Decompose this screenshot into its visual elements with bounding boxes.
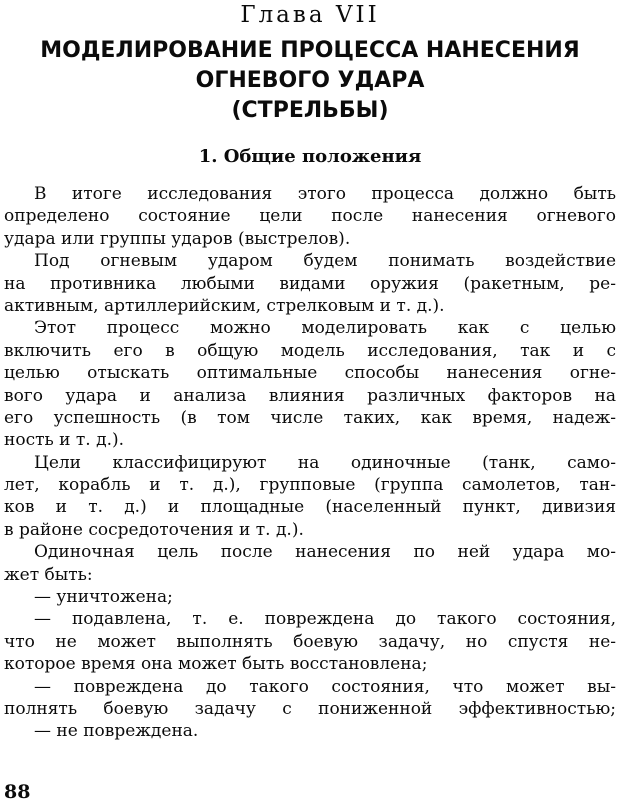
text-line: — не повреждена. xyxy=(34,721,199,742)
text-line: Под огневым ударом будем понимать воздействие xyxy=(34,251,616,272)
text-line: лет, корабль и т. д.), групповые (группа самолетов, тан- xyxy=(4,475,616,496)
text-line: ков и т. д.) и площадные (населенный пункт, дивизия xyxy=(4,497,616,518)
chapter-title-line: (СТРЕЛЬБЫ) xyxy=(231,98,389,123)
text-line: что не может выполнять боевую задачу, но спустя не- xyxy=(4,631,616,652)
text-line: определено состояние цели после нанесения огневого xyxy=(4,206,616,227)
text-line: В итоге исследования этого процесса должно быть xyxy=(34,184,616,204)
text-line: его успешность (в том числе таких, как время, надеж- xyxy=(4,407,616,428)
text-line: ность и т. д.). xyxy=(4,430,125,451)
text-line: Одиночная цель после нанесения по ней удара мо- xyxy=(34,542,616,563)
text-line: жет быть: xyxy=(4,564,93,585)
text-line: Цели классифицируют на одиночные (танк, само- xyxy=(34,452,616,473)
chapter-title xyxy=(0,36,620,126)
chapter-title-line: ОГНЕВОГО УДАРА xyxy=(195,68,425,93)
chapter-heading: Глава VII xyxy=(240,2,380,28)
text-line: в районе сосредоточения и т. д.). xyxy=(4,519,304,540)
text-line: вого удара и анализа влияния различных факторов на xyxy=(4,385,616,406)
text-line: полнять боевую задачу с пониженной эффективностью; xyxy=(4,698,616,719)
text-line: активным, артиллерийским, стрелковым и т. д.). xyxy=(4,295,445,316)
text-line: — уничтожена; xyxy=(34,587,173,608)
section-title: 1. Общие положения xyxy=(198,146,422,167)
text-line: удара или группы ударов (выстрелов). xyxy=(4,228,351,249)
text-line: — повреждена до такого состояния, что может вы- xyxy=(34,676,616,697)
text-line: на противника любыми видами оружия (ракетным, ре- xyxy=(4,273,616,294)
body-text xyxy=(4,183,616,743)
text-line: Этот процесс можно моделировать как с целью xyxy=(34,318,616,339)
chapter-title-line: МОДЕЛИРОВАНИЕ ПРОЦЕССА НАНЕСЕНИЯ xyxy=(40,38,580,63)
text-line: — подавлена, т. е. повреждена до такого состояния, xyxy=(34,609,616,630)
text-line: целью отыскать оптимальные способы нанесения огне- xyxy=(4,363,616,384)
text-line: которое время она может быть восстановлена; xyxy=(4,654,428,675)
text-line: включить его в общую модель исследования, так и с xyxy=(4,340,616,361)
page-number: 88 xyxy=(4,781,31,803)
